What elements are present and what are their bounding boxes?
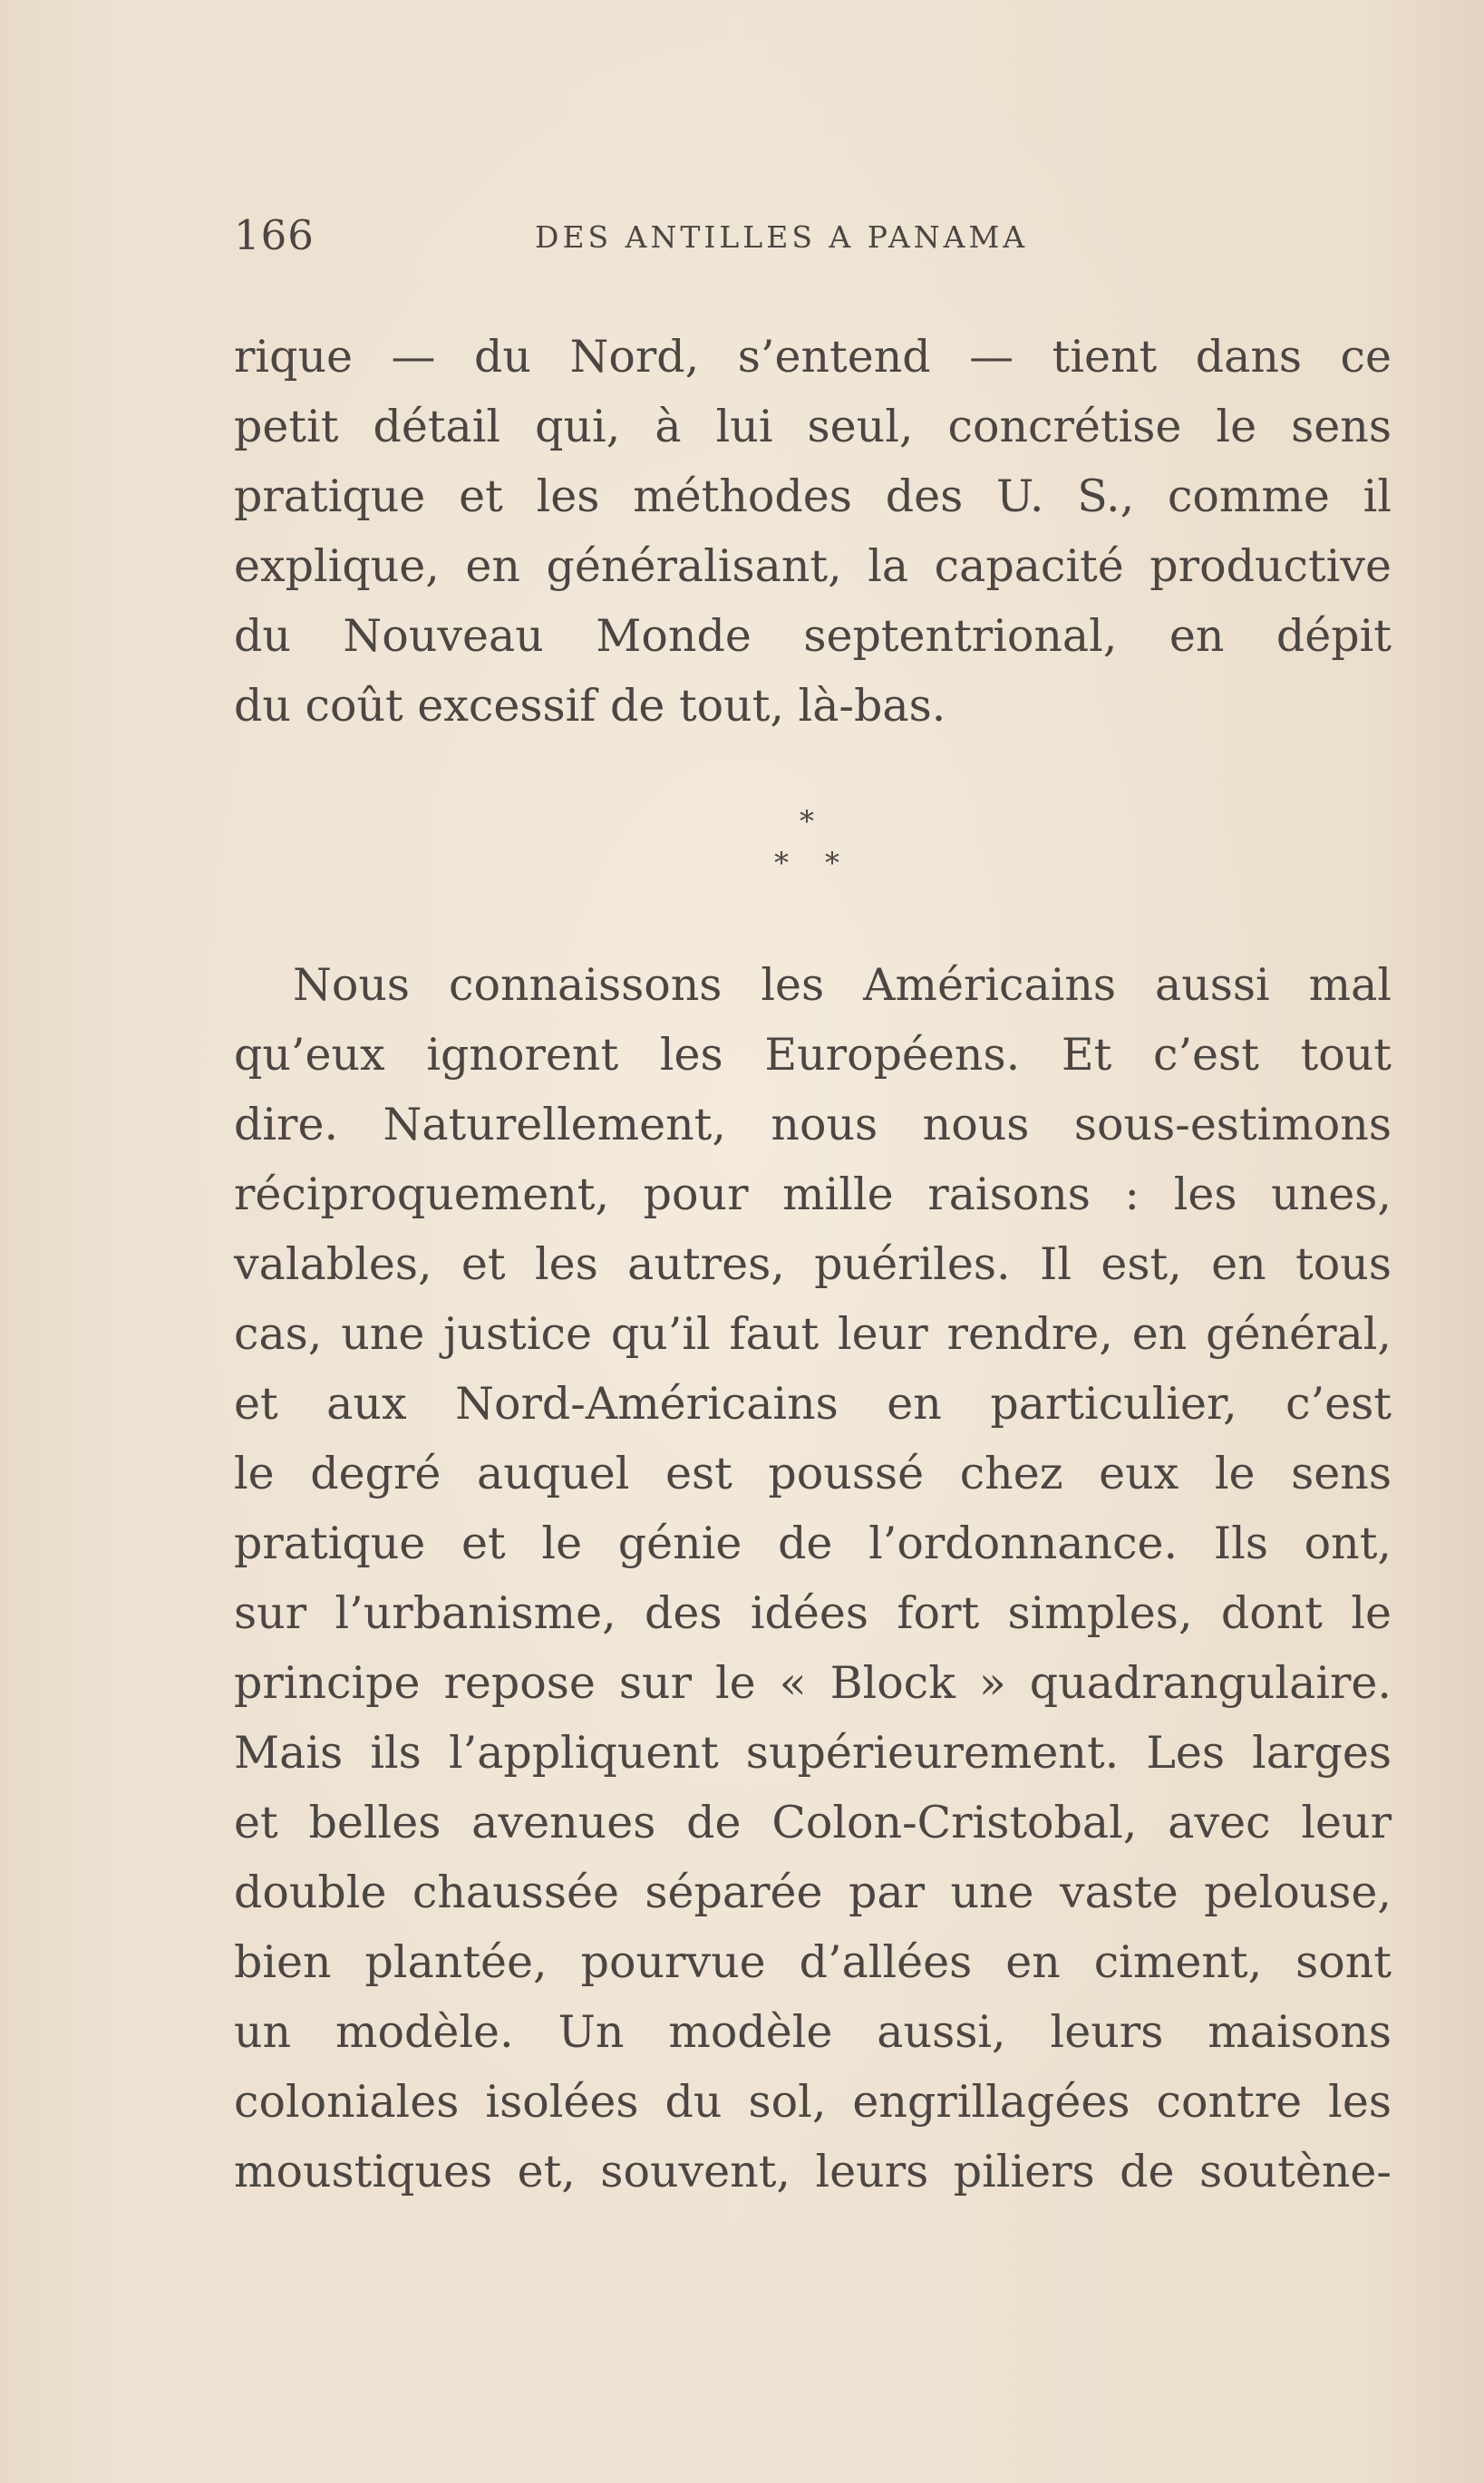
- text-line: dire. Naturellement, nous nous sous-estimons: [234, 1099, 1392, 1150]
- text-line: Mais ils l’appliquent supérieurement. Les larges: [234, 1727, 1392, 1779]
- text-line: le degré auquel est poussé chez eux le sens: [234, 1448, 1392, 1499]
- text-line: pratique et les méthodes des U. S., comme il: [234, 470, 1392, 522]
- text-line: du coût excessif de tout, là-bas.: [234, 680, 946, 732]
- text-line: principe repose sur le « Block » quadrangulaire.: [234, 1657, 1392, 1709]
- text-line: cas, une justice qu’il faut leur rendre, en général,: [234, 1308, 1392, 1360]
- page-number: 166: [234, 211, 315, 259]
- text-line: explique, en généralisant, la capacité productive: [234, 540, 1392, 592]
- paragraph-continued: [234, 322, 1392, 741]
- text-line: du Nouveau Monde septentrional, en dépit: [234, 610, 1392, 662]
- text-line: et aux Nord-Américains en particulier, c’est: [234, 1378, 1392, 1430]
- text-line: qu’eux ignorent les Européens. Et c’est tout: [234, 1029, 1392, 1081]
- text-line: coloniales isolées du sol, engrillagées contre les: [234, 2076, 1392, 2128]
- text-line: petit détail qui, à lui seul, concrétise le sens: [234, 401, 1392, 452]
- page-header: [234, 209, 1091, 263]
- text-line: Nous connaissons les Américains aussi mal: [293, 959, 1392, 1011]
- asterism-star: *: [825, 846, 839, 880]
- text-line: double chaussée séparée par une vaste pelouse,: [234, 1867, 1392, 1918]
- text-line: et belles avenues de Colon-Cristobal, avec leur: [234, 1797, 1392, 1848]
- text-line: bien plantée, pourvue d’allées en ciment, sont: [234, 1936, 1392, 1988]
- asterism-star: *: [774, 846, 789, 880]
- paragraph: [234, 950, 1392, 2207]
- section-separator-asterism: [761, 804, 861, 907]
- text-line: réciproquement, pour mille raisons : les unes,: [234, 1169, 1392, 1220]
- running-title: DES ANTILLES A PANAMA: [535, 219, 1029, 255]
- text-line: valables, et les autres, puériles. Il est, en tous: [234, 1238, 1392, 1290]
- text-line: moustiques et, souvent, leurs piliers de soutène-: [234, 2146, 1392, 2197]
- asterism-star: *: [800, 804, 814, 839]
- text-line: pratique et le génie de l’ordonnance. Ils ont,: [234, 1518, 1392, 1569]
- text-line: un modèle. Un modèle aussi, leurs maisons: [234, 2006, 1392, 2058]
- text-line: rique — du Nord, s’entend — tient dans ce: [234, 331, 1392, 383]
- text-line: sur l’urbanisme, des idées fort simples, dont le: [234, 1587, 1392, 1639]
